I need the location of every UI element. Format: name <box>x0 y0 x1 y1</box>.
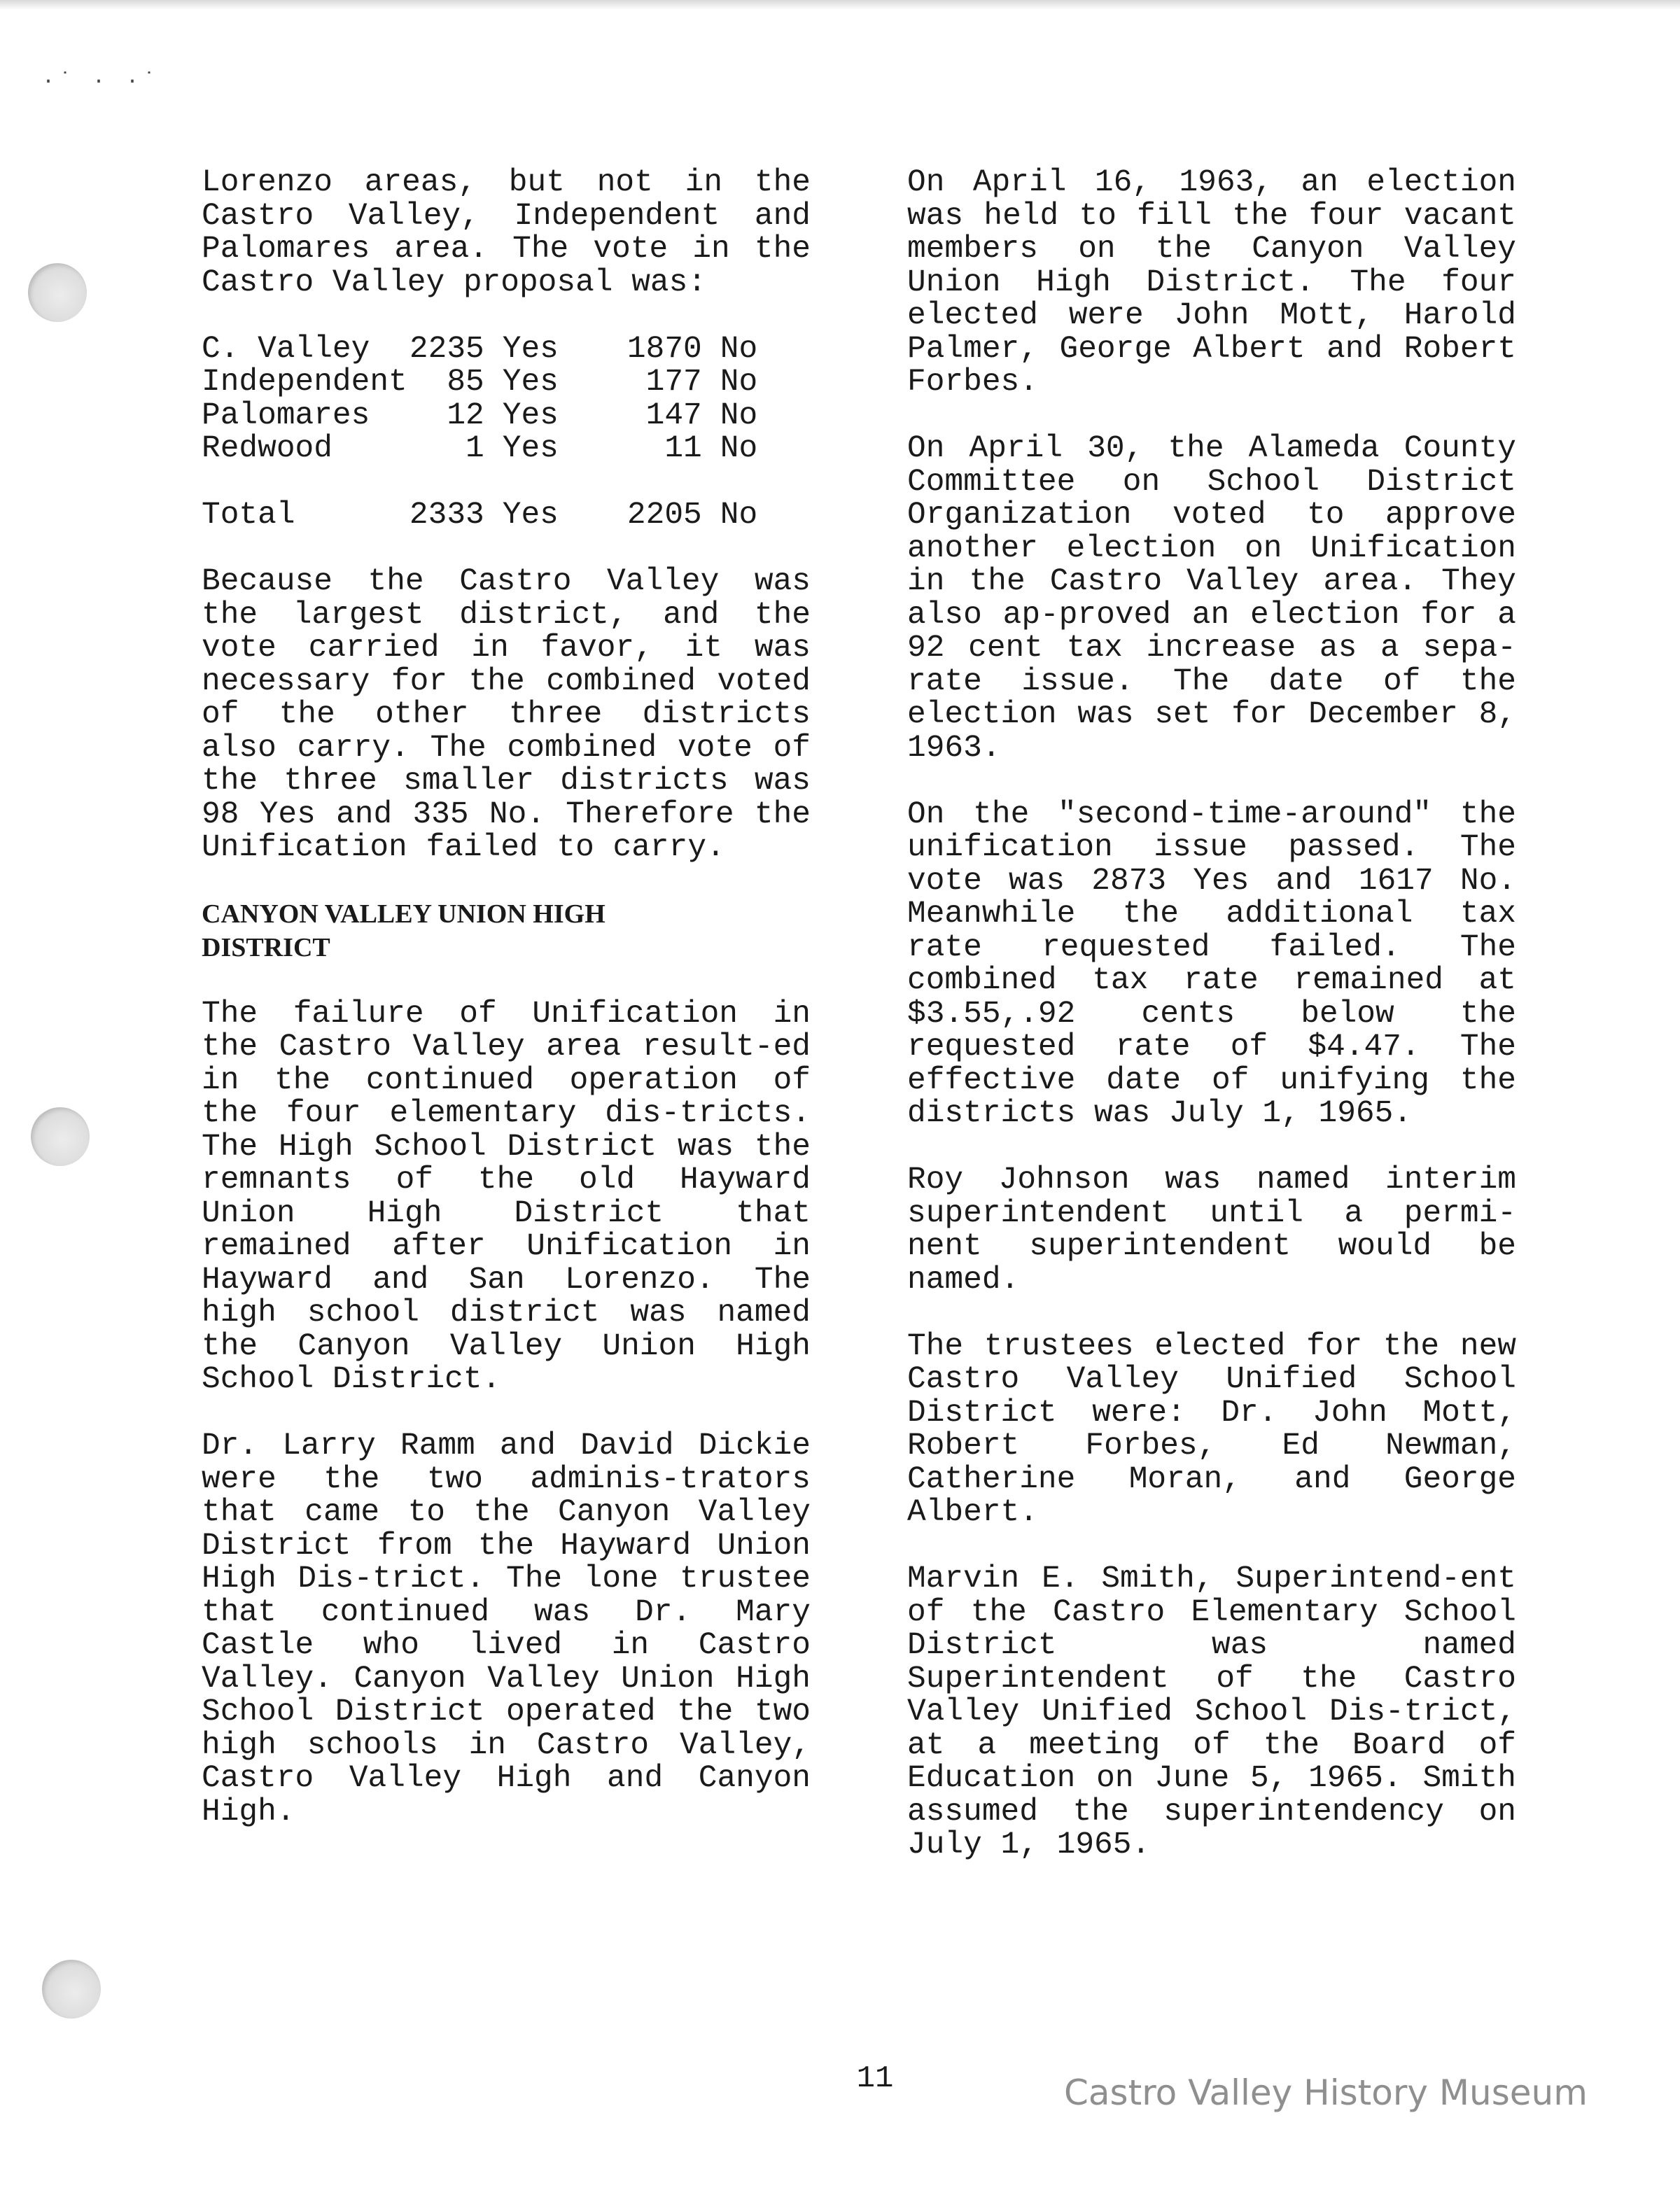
vote-row <box>202 366 757 400</box>
vote-place: Palomares <box>202 398 370 433</box>
failure-paragraph: The failure of Unification in the Castro Valley area result-ed in the continued operation of the four elementary dis-tricts. The High School District was the remnants of the old Hayward Union High District that remained after Unification in Hayward and San Lorenzo. The high school district was named the Canyon Valley Union High School District. <box>202 996 811 1397</box>
punch-hole-bottom <box>42 1960 101 2019</box>
vote-no-label: No <box>720 398 758 433</box>
vote-yes-label: Yes <box>502 398 559 433</box>
museum-watermark: Castro Valley History Museum <box>1064 2072 1588 2113</box>
vote-no-label: No <box>720 331 758 367</box>
vote-total-label: Total <box>202 498 295 533</box>
section-heading: CANYON VALLEY UNION HIGH DISTRICT <box>202 899 606 962</box>
vote-place: Redwood <box>202 431 332 466</box>
vote-no-count: 147 <box>645 398 702 433</box>
vote-results-table <box>202 333 757 533</box>
vote-row <box>202 433 757 466</box>
intro-paragraph: Lorenzo areas, but not in the Castro Valley, Independent and Palomares area. The vote in the Castro Valley proposal was: <box>202 165 811 300</box>
vote-row <box>202 333 757 367</box>
vote-yes-label: Yes <box>502 431 559 466</box>
vote-no-count: 1870 <box>626 331 702 367</box>
scan-specks: ·˙ · ·˙ <box>42 70 160 94</box>
vote-total-no-label: No <box>720 498 758 533</box>
vote-yes-count: 2235 <box>409 331 484 367</box>
punch-hole-middle <box>31 1107 90 1166</box>
april30-paragraph: On April 30, the Alameda County Committee on School District Organization voted to approve another election on Unification in the Castro Valley area. They also ap-proved an election for a 92 cent tax increase as a sepa-rate issue. The date of the election was set for December 8, 1963. <box>907 431 1516 766</box>
right-column <box>907 167 1516 1862</box>
smith-paragraph: Marvin E. Smith, Superintend-ent of the Castro Elementary School District was named Superintendent of the Castro Valley Unified School Dis-trict, at a meeting of the Board of Education on June 5, 1965. Smith assumed the superintendency on July 1, 1965. <box>907 1561 1516 1862</box>
scan-top-edge <box>0 0 1680 10</box>
page-number: 11 <box>856 2061 894 2096</box>
vote-yes-label: Yes <box>502 365 559 400</box>
vote-place: C. Valley <box>202 331 370 367</box>
ramm-paragraph: Dr. Larry Ramm and David Dickie were the two adminis-trators that came to the Canyon Valley District from the Hayward Union High Dis-trict. The lone trustee that continued was Dr. Mary Castle who lived in Castro Valley. Canyon Valley Union High School District operated the two high schools in Castro Valley, Castro Valley High and Canyon High. <box>202 1429 811 1830</box>
interim-superintendent-paragraph: Roy Johnson was named interim superintendent until a permi-nent superintendent would be named. <box>907 1163 1516 1298</box>
left-column <box>202 167 811 1829</box>
vote-no-count: 11 <box>664 431 702 466</box>
vote-yes-count: 85 <box>447 365 484 400</box>
vote-yes-label: Yes <box>502 331 559 367</box>
punch-hole-top <box>28 263 87 322</box>
vote-spacer-row <box>202 466 757 500</box>
because-paragraph: Because the Castro Valley was the largest district, and the vote carried in favor, it was necessary for the combined voted of the other three districts also carry. The combined vote of the three smaller districts was 98 Yes and 335 No. Therefore the Unification failed to carry. <box>202 564 811 865</box>
second-election-paragraph: On the "second-time-around" the unification issue passed. The vote was 2873 Yes and 1617 No. Meanwhile the additional tax rate requested failed. The combined tax rate remained at $3.55,.92 cents below the requested rate of $4.47. The effective date of unifying the districts was July 1, 1965. <box>907 796 1516 1131</box>
vote-place: Independent <box>202 365 407 400</box>
vote-total-no-count: 2205 <box>626 498 702 533</box>
vote-no-label: No <box>720 365 758 400</box>
vote-row <box>202 400 757 433</box>
april16-paragraph: On April 16, 1963, an election was held to fill the four vacant members on the Canyon Valley Union High District. The four elected were John Mott, Harold Palmer, George Albert and Robert Forbes. <box>907 165 1516 400</box>
vote-yes-count: 1 <box>465 431 484 466</box>
vote-total-yes-count: 2333 <box>409 498 484 533</box>
vote-total-row <box>202 499 757 533</box>
trustees-paragraph: The trustees elected for the new Castro Valley Unified School District were: Dr. John Mott, Robert Forbes, Ed Newman, Catherine Moran, and George Albert. <box>907 1328 1516 1530</box>
vote-total-yes-label: Yes <box>502 498 559 533</box>
vote-no-label: No <box>720 431 758 466</box>
vote-yes-count: 12 <box>447 398 484 433</box>
vote-no-count: 177 <box>645 365 702 400</box>
